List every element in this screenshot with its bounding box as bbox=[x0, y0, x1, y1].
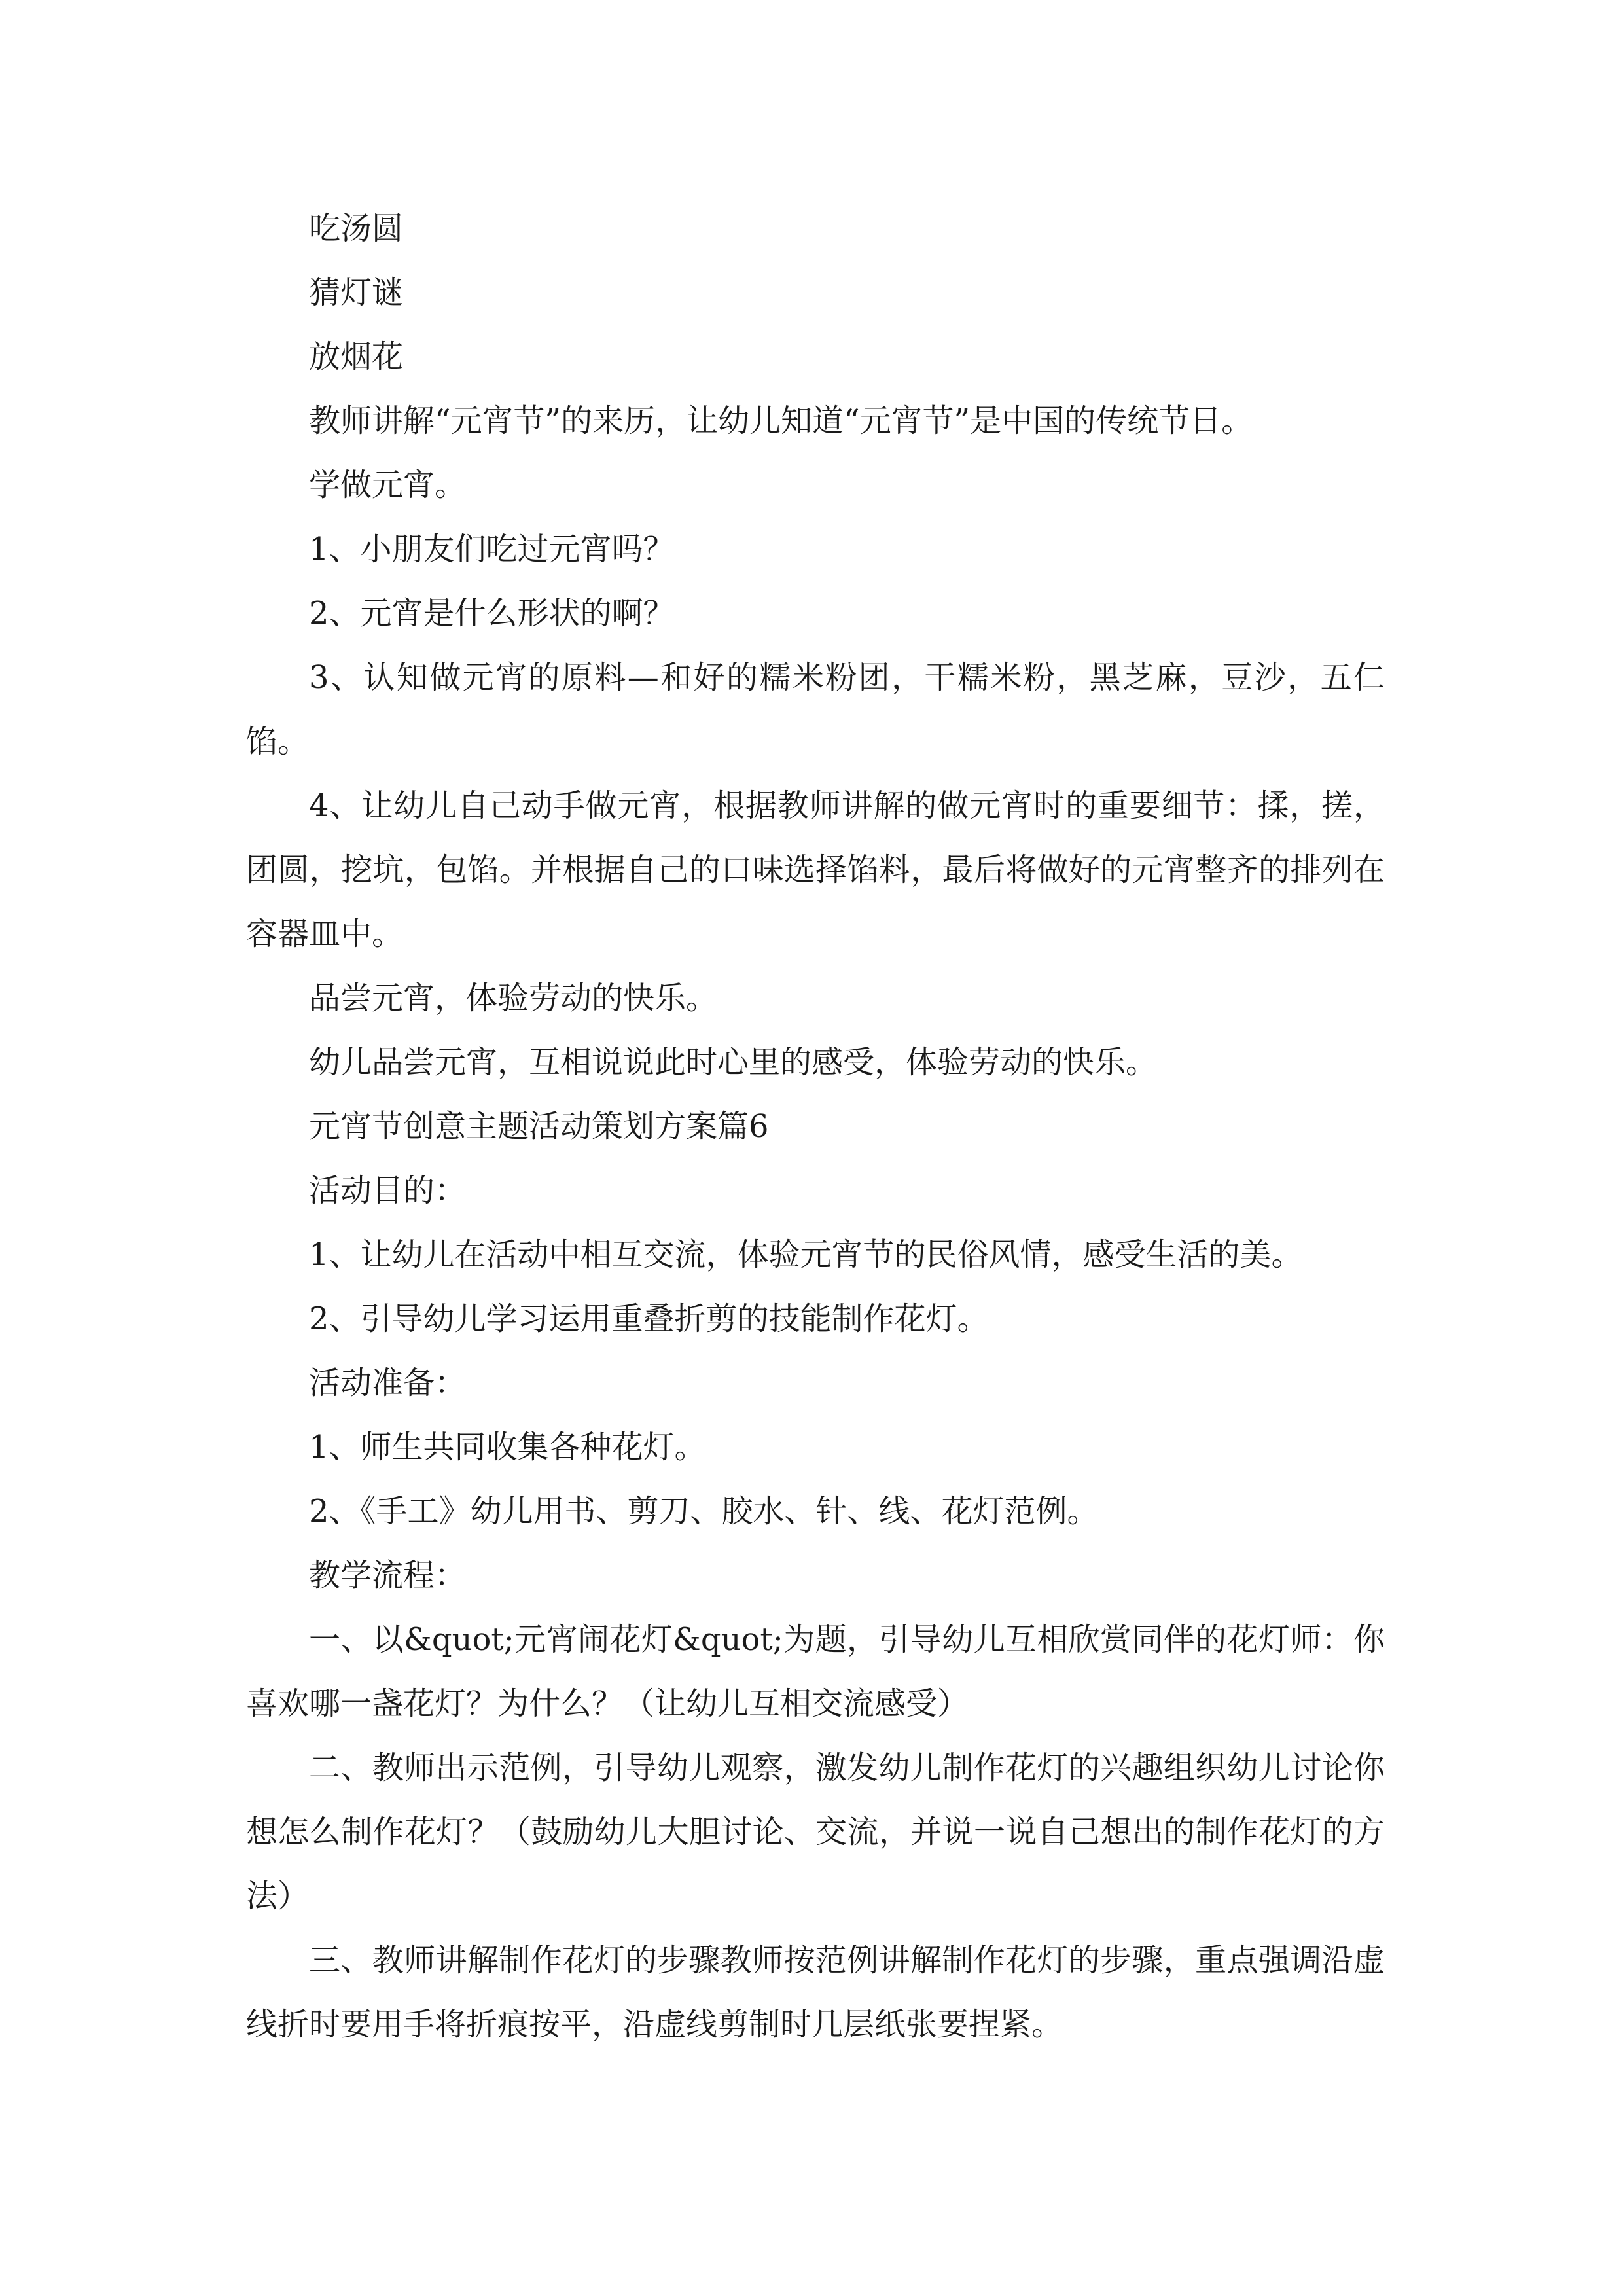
paragraph: 学做元宵。 bbox=[309, 467, 467, 503]
list-item: 1、小朋友们吃过元宵吗？ bbox=[309, 531, 675, 567]
section-heading: 元宵节创意主题活动策划方案篇6 bbox=[309, 1108, 769, 1145]
list-item: 一、以&quot;元宵闹花灯&quot;为题，引导幼儿互相欣赏同伴的花灯师：你喜欢哪一盏花灯？为什么？（让幼儿互相交流感受） bbox=[246, 1621, 1385, 1722]
paragraph: 吃汤圆 bbox=[309, 210, 404, 247]
list-item: 3、认知做元宵的原料—和好的糯米粉团，干糯米粉，黑芝麻，豆沙，五仁馅。 bbox=[246, 659, 1385, 760]
paragraph: 幼儿品尝元宵，互相说说此时心里的感受，体验劳动的快乐。 bbox=[309, 1044, 1158, 1081]
list-item: 2、元宵是什么形状的啊？ bbox=[309, 595, 675, 632]
paragraph: 放烟花 bbox=[309, 338, 404, 375]
paragraph: 教师讲解“元宵节”的来历，让幼儿知道“元宵节”是中国的传统节日。 bbox=[309, 403, 1253, 439]
subheading: 活动目的： bbox=[309, 1172, 467, 1209]
list-item: 2、引导幼儿学习运用重叠折剪的技能制作花灯。 bbox=[309, 1300, 989, 1337]
list-item: 1、让幼儿在活动中相互交流，体验元宵节的民俗风情，感受生活的美。 bbox=[309, 1236, 1303, 1273]
subheading: 教学流程： bbox=[309, 1557, 467, 1594]
list-item: 4、让幼儿自己动手做元宵，根据教师讲解的做元宵时的重要细节：揉，搓，团圆，挖坑，包馅。并根据自己的口味选择馅料，最后将做好的元宵整齐的排列在容器皿中。 bbox=[246, 787, 1385, 952]
list-item: 三、教师讲解制作花灯的步骤教师按范例讲解制作花灯的步骤，重点强调沿虚线折时要用手将折痕按平，沿虚线剪制时几层纸张要捏紧。 bbox=[246, 1942, 1385, 2043]
document-body bbox=[246, 196, 1385, 2056]
paragraph: 品尝元宵，体验劳动的快乐。 bbox=[309, 980, 718, 1016]
list-item: 二、教师出示范例，引导幼儿观察，激发幼儿制作花灯的兴趣组织幼儿讨论你想怎么制作花灯？（鼓励幼儿大胆讨论、交流，并说一说自己想出的制作花灯的方法） bbox=[246, 1749, 1385, 1914]
list-item: 2、《手工》幼儿用书、剪刀、胶水、针、线、花灯范例。 bbox=[309, 1493, 1099, 1530]
list-item: 1、师生共同收集各种花灯。 bbox=[309, 1429, 706, 1465]
paragraph: 猜灯谜 bbox=[309, 274, 404, 311]
subheading: 活动准备： bbox=[309, 1365, 467, 1401]
